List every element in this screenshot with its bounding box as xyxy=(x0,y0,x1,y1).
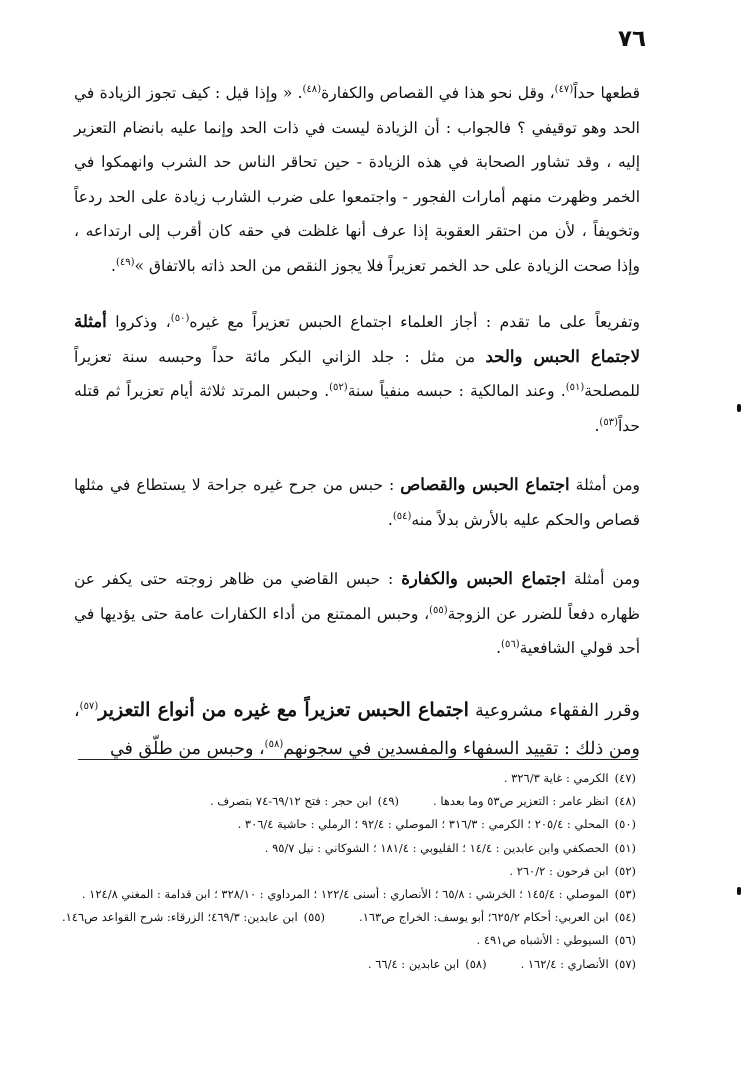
footnote-ref: (٥٧) xyxy=(79,700,99,712)
footnote-row xyxy=(80,837,636,860)
footnote-text: ابن حجر : فتح ٦٩/١٢-٧٤ بتصرف . xyxy=(210,794,372,809)
footnote-number: (٥٦) xyxy=(614,933,636,948)
footnote xyxy=(368,953,487,976)
footnote-number: (٥٤) xyxy=(614,910,636,925)
text-run: : حبس القاضي من ظاهر زوجته حتى يكفر عن ظهاره دفعاً للضرر عن الزوجة xyxy=(74,570,640,623)
text-run: : حبس من جرح غيره جراحة لا يستطاع في مثلها قصاص والحكم عليه بالأرش بدلاً منه xyxy=(74,476,640,529)
text-run: . xyxy=(111,256,116,275)
page-number: ٧٦ xyxy=(618,26,647,52)
footnote-number: (٥٣) xyxy=(614,887,636,902)
footnote-number: (٤٩) xyxy=(377,794,400,809)
footnote-text: انظر عامر : التعزير ص٥٣ وما بعدها . xyxy=(433,794,609,809)
text-run: . وحبس المرتد ثلاثة أيام تعزيراً ثم قتله حداً xyxy=(74,382,640,435)
text-run: ومن أمثلة xyxy=(569,476,641,494)
footnote-row xyxy=(80,953,636,976)
footnote-text: الموصلي : ١٤٥/٤ ؛ الخرشي : ٦٥/٨ ؛ الأنصاري : أسنى ١٢٢/٤ ؛ المرداوي : ٣٢٨/١٠ ؛ ابن قدامة : المغني ١٢٤/٨ . xyxy=(81,887,609,902)
footnote-number: (٥٠) xyxy=(614,817,636,832)
footnote-row xyxy=(61,906,636,929)
footnote-ref: (٥١) xyxy=(565,381,585,393)
paragraph xyxy=(74,76,640,283)
footnote-text: ابن عابدين: ٤٦٩/٣؛ الزرقاء: شرح القواعد ص١٤٦. xyxy=(61,910,298,925)
paragraph xyxy=(74,468,640,537)
footnote-divider xyxy=(78,759,638,760)
footnote-number: (٥٧) xyxy=(614,956,636,971)
footnote-ref: (٥٦) xyxy=(501,638,520,650)
scan-edge-mark xyxy=(737,404,741,412)
footnote-text: ابن عابدين : ٦٦/٤ . xyxy=(367,956,460,971)
footnote-ref: (٤٨) xyxy=(302,83,322,95)
footnote-text: الأنصاري : ١٦٢/٤ . xyxy=(520,956,609,971)
text-run: ، وحبس الممتنع من أداء الكفارات عامة حتى يؤديها في أحد قولي الشافعية xyxy=(74,604,640,657)
footnote-row xyxy=(80,929,636,952)
footnote-row xyxy=(80,790,636,813)
text-run: قطعها حداً xyxy=(573,84,640,102)
text-run: وتفريعاً على ما تقدم : أجاز العلماء اجتماع الحبس تعزيراً مع غيره xyxy=(189,313,640,331)
text-run: ، ومن ذلك : تقييد السفهاء والمفسدين في سجونهم xyxy=(74,700,640,759)
paragraph xyxy=(74,691,640,768)
footnote xyxy=(509,860,636,883)
footnote-ref: (٥٢) xyxy=(329,381,348,393)
text-run: ، وقل نحو هذا في القصاص والكفارة xyxy=(321,84,555,102)
footnote xyxy=(521,953,636,976)
text-run: ، وذكروا xyxy=(106,313,171,331)
footnote-number: (٥٨) xyxy=(465,956,487,971)
footnote-text: الكرمي : غاية ٣٢٦/٣ . xyxy=(503,771,609,785)
bold-phrase: اجتماع الحبس والقصاص xyxy=(400,475,570,494)
text-run: . xyxy=(594,416,600,435)
bold-phrase: أمثلة لاجتماع الحبس والحد xyxy=(74,312,640,366)
footnote-row xyxy=(80,813,636,836)
text-run: من مثل : جلد الزاني البكر مائة حداً وحبسه سنة تعزيراً للمصلحة xyxy=(74,347,640,400)
footnote-row xyxy=(80,860,636,883)
footnote xyxy=(504,767,636,790)
footnote-ref: (٥٠) xyxy=(170,312,190,324)
text-run: . وعند المالكية : حبسه منفياً سنة xyxy=(347,382,566,400)
footnote-ref: (٤٩) xyxy=(115,256,135,268)
footnote xyxy=(62,906,325,929)
text-run: ، وحبس من طلّق في xyxy=(109,738,265,759)
footnote-row xyxy=(80,883,636,906)
bold-phrase: اجتماع الحبس تعزيراً مع غيره من أنواع التعزير xyxy=(98,698,469,721)
scan-edge-mark xyxy=(737,887,741,895)
footnote xyxy=(477,929,636,952)
footnote-ref: (٥٤) xyxy=(392,510,412,522)
footnote-text: ابن فرحون : ٢٦٠/٢ . xyxy=(509,863,609,878)
footnote-text: السيوطي : الأشباه ص٤٩١ . xyxy=(476,933,609,948)
footnote-number: (٥٥) xyxy=(303,910,326,925)
main-text xyxy=(74,76,640,793)
footnote-text: المحلي : ٢٠٥/٤ ؛ الكرمي : ٣١٦/٣ ؛ الموصلي : ٩٢/٤ ؛ الرملي : حاشية ٣٠٦/٤ . xyxy=(237,817,609,832)
text-run: . xyxy=(387,510,393,529)
footnote-ref: (٥٣) xyxy=(599,416,618,428)
footnote xyxy=(265,837,636,860)
footnote-ref: (٤٧) xyxy=(554,83,574,95)
footnotes xyxy=(61,767,636,976)
paragraph xyxy=(74,562,640,666)
bold-phrase: اجتماع الحبس والكفارة xyxy=(401,569,566,588)
footnote-number: (٤٨) xyxy=(614,794,636,809)
footnote-text: ابن العربي: أحكام ٦٢٥/٢؛ أبو يوسف: الخراج ص١٦٣. xyxy=(359,910,609,925)
footnote-number: (٤٧) xyxy=(614,771,636,785)
text-run: وقرر الفقهاء مشروعية xyxy=(468,700,640,721)
text-run: . « وإذا قيل : كيف تجوز الزيادة في الحد وهو توقيفي ؟ فالجواب : أن الزيادة ليست في ذات الحد وإنما عليه بانضام التعزير إليه ، وقد تشاور الصحابة في هذه الزيادة - حين تحاقر الناس حد الشرب وانهمكوا في الخمر وظهرت منهم أمارات الفجور - واجتمعوا على ضرب الشارب زيادة على الحد ردعاً وتخويفاً ، لأن من احتقر العقوبة إذا عرف أنها غلظت في حقه كان أقرب إلى ارتداعه ، وإذا صحت الزيادة على حد الخمر تعزيراً فلا يجوز النقص من الحد ذاته بالاتفاق » xyxy=(74,84,640,275)
footnote xyxy=(82,883,636,906)
paragraph xyxy=(74,305,640,443)
footnote xyxy=(433,790,636,813)
footnote xyxy=(238,813,636,836)
text-run: . xyxy=(496,639,502,657)
footnote-ref: (٥٥) xyxy=(429,604,448,616)
footnote-number: (٥١) xyxy=(614,840,636,855)
footnote xyxy=(210,790,399,813)
text-run: ومن أمثلة xyxy=(565,570,640,588)
footnote-row xyxy=(80,767,636,790)
footnote-number: (٥٢) xyxy=(614,863,636,878)
footnote-text: الحصكفي وابن عابدين : ١٤/٤ ؛ القليوبي : ١٨١/٤ ؛ الشوكاني : نيل ٩٥/٧ . xyxy=(264,840,609,855)
footnote xyxy=(359,906,636,929)
footnote-ref: (٥٨) xyxy=(264,738,284,750)
